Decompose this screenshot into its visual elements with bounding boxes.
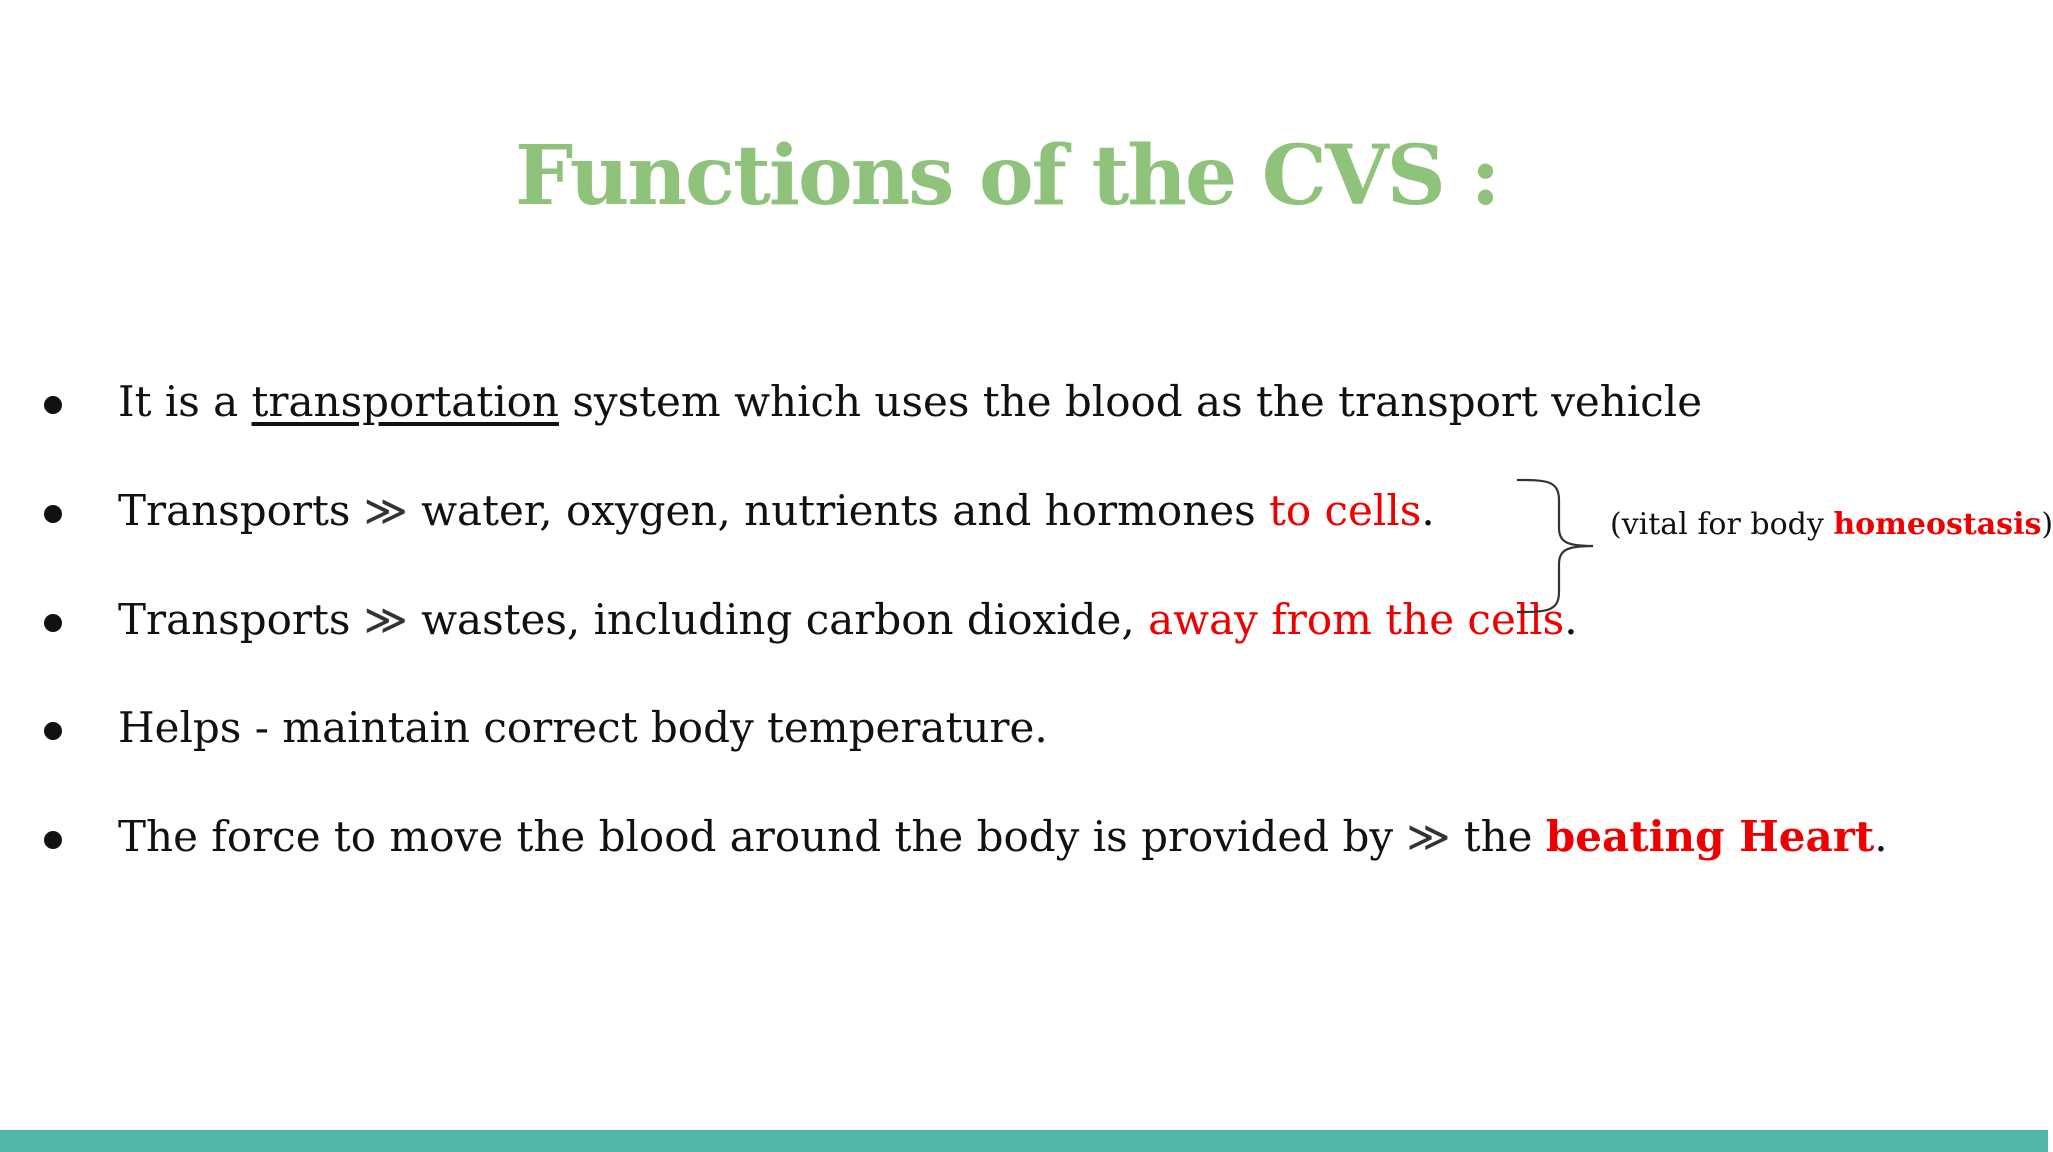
highlight-text: beating Heart: [1545, 812, 1875, 861]
underlined-term: transportation: [251, 377, 559, 426]
bullet-item-beating-heart: [0, 807, 1888, 867]
bullet-text: [118, 372, 1702, 432]
bullet-text-part: .: [1564, 595, 1578, 644]
double-chevron-right-icon: ≫: [363, 486, 408, 535]
curly-brace-icon: [1515, 478, 1595, 614]
bullet-text-part: Transports: [118, 486, 364, 535]
bullet-dot-icon: [44, 614, 62, 632]
bullet-item-transports-to-cells: [0, 481, 1560, 541]
bullet-item-transportation-system: [0, 372, 1703, 432]
bullet-dot-icon: [44, 831, 62, 849]
bullet-text: [118, 698, 1048, 758]
bullet-text-part: Helps - maintain correct body temperature.: [118, 703, 1048, 752]
bullet-text-part: system which uses the blood as the transport vehicle: [558, 377, 1703, 426]
bullet-item-body-temperature: [0, 698, 1560, 758]
highlight-text: to cells: [1269, 486, 1422, 535]
bullet-text-part: .: [1874, 812, 1888, 861]
highlight-text: away from the cells: [1148, 595, 1565, 644]
double-chevron-right-icon: ≫: [1406, 812, 1451, 861]
bullet-text-part: water, oxygen, nutrients and hormones: [407, 486, 1270, 535]
side-note: [1610, 505, 2053, 545]
side-note-close: ): [2041, 507, 2053, 542]
bullet-text-part: .: [1421, 486, 1435, 535]
bullet-text-part: It is a: [118, 377, 252, 426]
bullet-text: [118, 807, 1888, 867]
bullet-text-part: Transports: [118, 595, 364, 644]
bullet-text: [118, 590, 1578, 650]
bottom-bar: [0, 1130, 2048, 1152]
double-chevron-right-icon: ≫: [363, 595, 408, 644]
bullet-dot-icon: [44, 396, 62, 414]
side-note-open: (vital for body: [1610, 507, 1834, 542]
bullet-text-part: The force to move the blood around the body is provided by: [118, 812, 1407, 861]
side-note-highlight: homeostasis: [1833, 507, 2042, 542]
bullet-text: [118, 481, 1435, 541]
bullet-dot-icon: [44, 722, 62, 740]
bullet-item-transports-wastes: [0, 590, 1578, 650]
bullet-dot-icon: [44, 505, 62, 523]
bullet-text-part: the: [1450, 812, 1546, 861]
slide-title: Functions of the CVS :: [515, 128, 1499, 224]
bullet-text-part: wastes, including carbon dioxide,: [407, 595, 1149, 644]
